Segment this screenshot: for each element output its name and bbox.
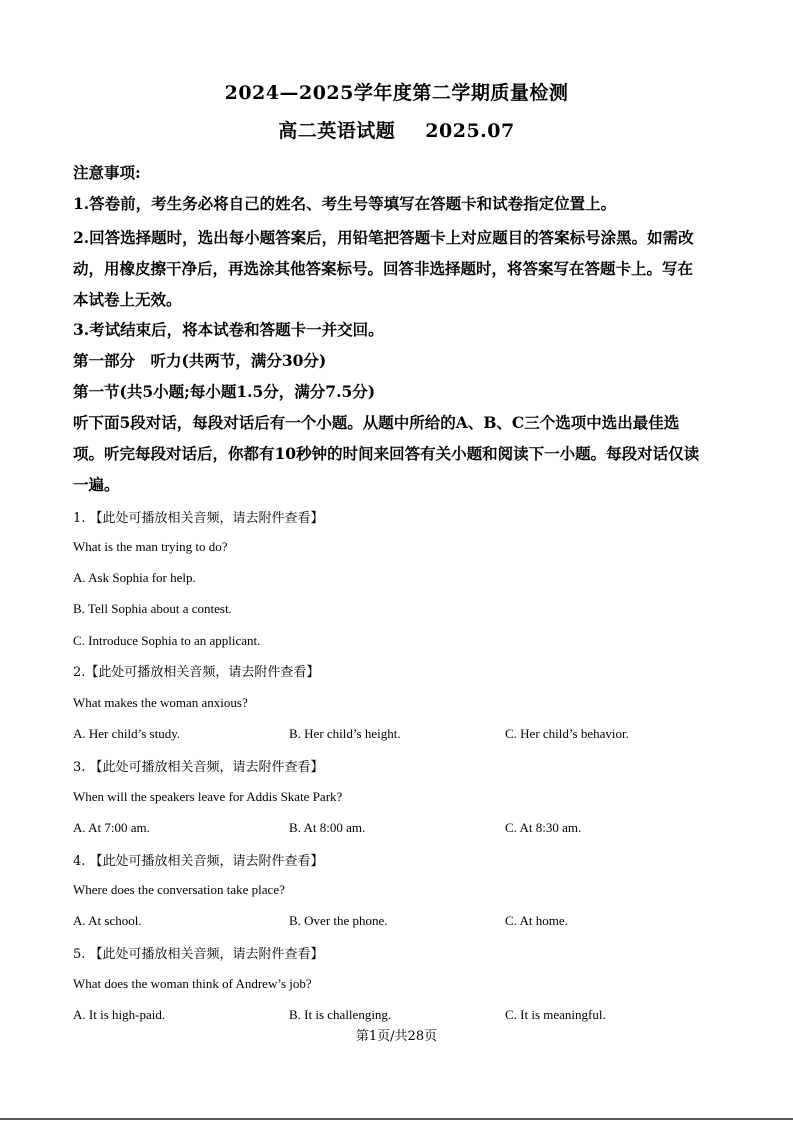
q3-option-a: A. At 7:00 am.: [73, 820, 150, 835]
q5-option-b: B. It is challenging.: [289, 1007, 392, 1022]
notes-item-3: 3.考试结束后，将本试卷和答题卡一并交回。: [73, 320, 384, 339]
notes-item-2-line-1: 2.回答选择题时，选出每小题答案后，用铅笔把答题卡上对应题目的答案标号涂黑。如需改: [73, 228, 694, 247]
notes-item-1: 1.答卷前，考生务必将自己的姓名、考生号等填写在答题卡和试卷指定位置上。: [73, 194, 617, 213]
q4-option-b: B. Over the phone.: [289, 913, 388, 928]
audio-link-q5[interactable]: 5. 【此处可播放相关音频，请去附件查看】: [73, 947, 324, 962]
section-1-heading: 第一节(共5小题;每小题1.5分，满分7.5分): [73, 382, 376, 401]
notes-item-2-line-3: 本试卷上无效。: [73, 290, 182, 309]
exam-subtitle: [0, 116, 793, 143]
audio-link-q4[interactable]: 4. 【此处可播放相关音频，请去附件查看】: [73, 854, 324, 869]
q2-option-b: B. Her child’s height.: [289, 726, 401, 741]
instructions-line-3: 一遍。: [73, 475, 120, 494]
q3-option-b: B. At 8:00 am.: [289, 820, 366, 835]
q2-option-a: A. Her child’s study.: [73, 726, 181, 741]
page-bottom-divider: [0, 1118, 793, 1120]
q4-option-c: C. At home.: [505, 913, 568, 928]
q5-option-c: C. It is meaningful.: [505, 1007, 606, 1022]
q2-option-c: C. Her child’s behavior.: [505, 726, 629, 741]
q3-option-c: C. At 8:30 am.: [505, 820, 582, 835]
question-5: What does the woman think of Andrew’s job?: [73, 976, 312, 991]
notes-item-2-line-2: 动，用橡皮擦干净后，再选涂其他答案标号。回答非选择题时，将答案写在答题卡上。写在: [73, 259, 694, 278]
q1-option-a: A. Ask Sophia for help.: [73, 570, 196, 585]
page-number: 第1页/共28页: [355, 1029, 438, 1044]
q5-option-a: A. It is high-paid.: [73, 1007, 166, 1022]
exam-title: 2024—2025学年度第二学期质量检测: [224, 82, 569, 104]
question-3: When will the speakers leave for Addis Skate Park?: [73, 789, 343, 804]
audio-link-q1[interactable]: 1. 【此处可播放相关音频，请去附件查看】: [73, 511, 324, 526]
q4-option-a: A. At school.: [73, 913, 142, 928]
q1-option-c: C. Introduce Sophia to an applicant.: [73, 633, 261, 648]
question-4: Where does the conversation take place?: [73, 882, 285, 897]
instructions-line-2: 项。听完每段对话后，你都有10秒钟的时间来回答有关小题和阅读下一小题。每段对话仅读: [73, 444, 700, 463]
subject-title: 高二英语试题: [278, 120, 396, 142]
question-1: What is the man trying to do?: [73, 539, 228, 554]
notes-heading: 注意事项:: [73, 163, 141, 182]
part-1-heading: 第一部分 听力(共两节，满分30分): [73, 351, 327, 370]
question-2: What makes the woman anxious?: [73, 695, 248, 710]
audio-link-q2[interactable]: 2.【此处可播放相关音频，请去附件查看】: [73, 665, 320, 680]
q1-option-b: B. Tell Sophia about a contest.: [73, 601, 232, 616]
exam-date: 2025.07: [425, 120, 515, 142]
instructions-line-1: 听下面5段对话，每段对话后有一个小题。从题中所给的A、B、C三个选项中选出最佳选: [73, 413, 680, 432]
audio-link-q3[interactable]: 3. 【此处可播放相关音频，请去附件查看】: [73, 760, 324, 775]
